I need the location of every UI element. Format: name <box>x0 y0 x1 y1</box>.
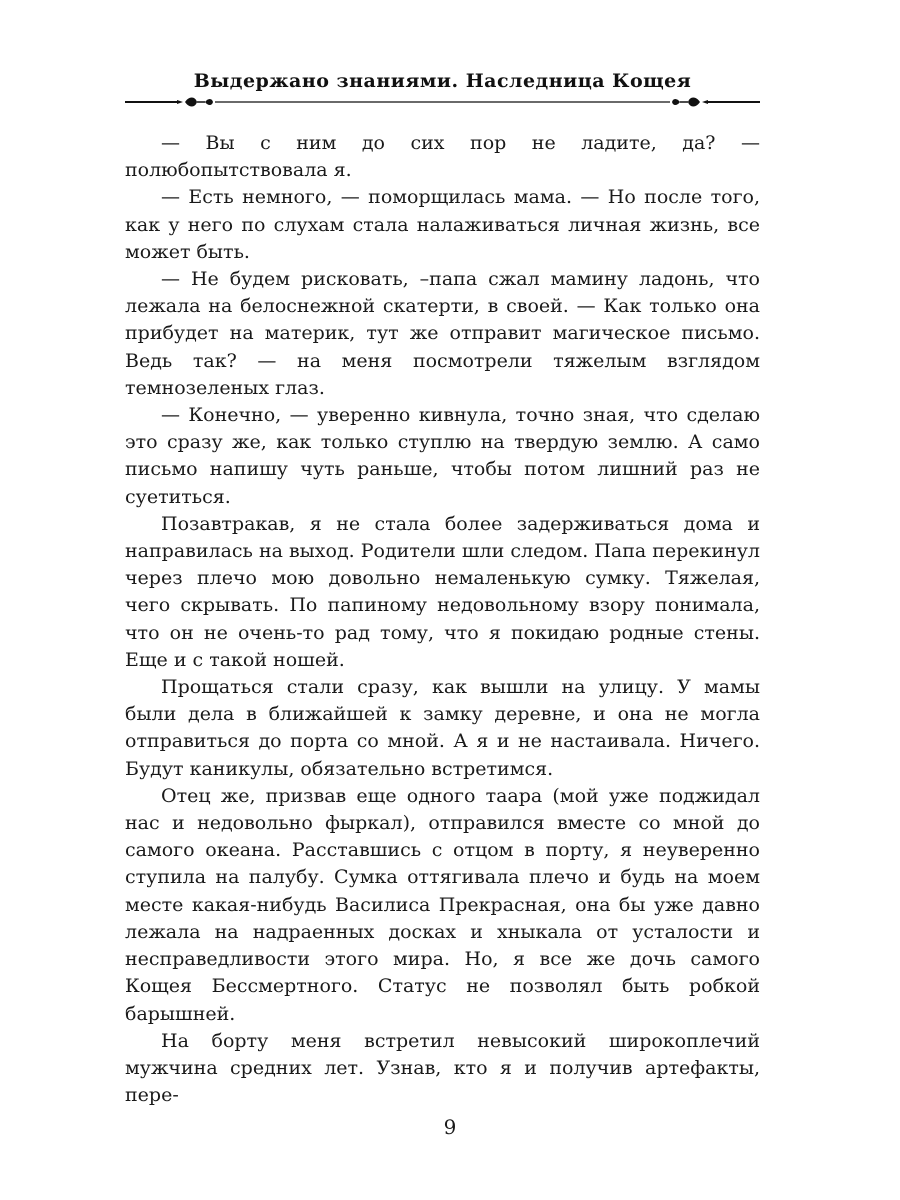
paragraph: На борту меня встретил невысокий широкоплечий мужчина средних лет. Узнав, кто я и получив артефакты, пере- <box>125 1029 760 1107</box>
right-leaf-ornament-icon <box>672 98 700 107</box>
page-number: 9 <box>443 1115 457 1139</box>
running-title: Выдержано знаниями. Наследница Кощея <box>193 70 692 92</box>
paragraph: — Не будем рисковать, –папа сжал мамину ладонь, что лежала на белоснежной скатерти, в своей. — Как только она прибудет на материк, тут же отправит магическое письмо. Ведь так? — на меня посмотрели тяжелым взглядом темнозеленых глаз. <box>125 268 760 399</box>
paragraph: Отец же, призвав еще одного таара (мой уже поджидал нас и недовольно фыркал), отправился вместе со мной до самого океана. Расставшись с отцом в порту, я неуверенно ступила на палубу. Сумка оттягивала плечо и будь на моем месте какая-нибудь Василиса Прекрасная, она бы уже давно лежала на надраенных досках и хныкала от усталости и несправедливости этого мира. Но, я все же дочь самого Кощея Бессмертного. Статус не позволял быть робкой барышней. <box>125 784 760 1025</box>
ornamental-rule <box>125 96 760 108</box>
paragraph: Прощаться стали сразу, как вышли на улицу. У мамы были дела в ближайшей к замку деревне, и она не могла отправиться до порта со мной. А я и не настаивала. Ничего. Будут каникулы, обязательно встретимся. <box>125 676 760 780</box>
paragraph: — Вы с ним до сих пор не ладите, да? — полюбопытствовала я. <box>125 132 760 182</box>
running-header <box>125 68 760 114</box>
left-leaf-ornament-icon <box>185 98 213 107</box>
paragraph: Позавтракав, я не стала более задерживаться дома и направилась на выход. Родители шли следом. Папа перекинул через плечо мою довольно немаленькую сумку. Тяжелая, чего скрывать. По папиному недовольному взору понимала, что он не очень-то рад тому, что я покидаю родные стены. Еще и с такой ношей. <box>125 512 760 671</box>
body-text <box>125 130 760 1109</box>
paragraph: — Конечно, — уверенно кивнула, точно зная, что сделаю это сразу же, как только ступлю на твердую землю. А само письмо напишу чуть раньше, чтобы потом лишний раз не суетиться. <box>125 404 760 508</box>
paragraph: — Есть немного, — поморщилась мама. — Но после того, как у него по слухам стала налаживаться личная жизнь, все может быть. <box>125 186 760 263</box>
